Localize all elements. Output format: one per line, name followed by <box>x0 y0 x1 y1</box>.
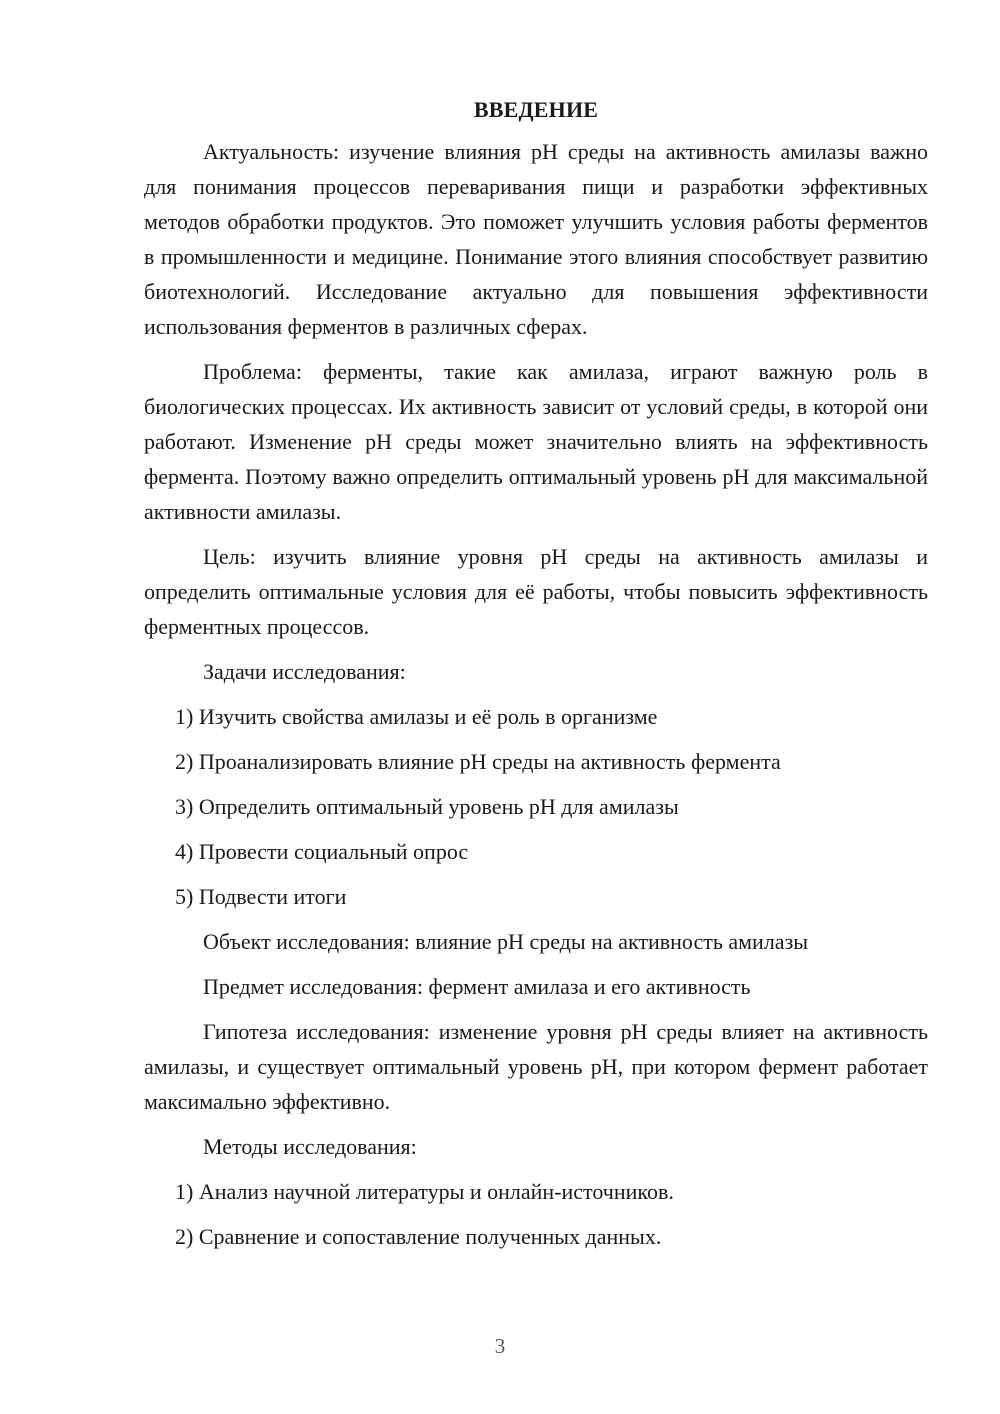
methods-label: Методы исследования: <box>203 1134 417 1159</box>
method-item: 1) Анализ научной литературы и онлайн-источников. <box>175 1179 674 1204</box>
page-number: 3 <box>494 1334 506 1358</box>
research-subject: Предмет исследования: фермент амилаза и его активность <box>203 974 751 999</box>
paragraph-problem: Проблема: ферменты, такие как амилаза, играют важную роль в биологических процессах. Их активность зависит от условий среды, в которой они работают. Изменение pH среды может значительно влиять на эффективность фермента. Поэтому важно определить оптимальный уровень pH для максимальной активности амилазы. <box>144 359 928 524</box>
method-item: 2) Сравнение и сопоставление полученных данных. <box>175 1224 662 1249</box>
paragraph-relevance: Актуальность: изучение влияния pH среды на активность амилазы важно для понимания процессов переваривания пищи и разработки эффективных методов обработки продуктов. Это поможет улучшить условия работы ферментов в промышленности и медицине. Понимание этого влияния способствует развитию биотехнологий. Исследование актуально для повышения эффективности использования ферментов в различных сферах. <box>144 139 928 339</box>
task-item: 3) Определить оптимальный уровень pH для амилазы <box>175 794 679 819</box>
task-item: 5) Подвести итоги <box>175 884 347 909</box>
task-item: 4) Провести социальный опрос <box>175 839 469 864</box>
task-item: 2) Проанализировать влияние pH среды на активность фермента <box>175 749 781 774</box>
paragraph-hypothesis: Гипотеза исследования: изменение уровня pH среды влияет на активность амилазы, и существует оптимальный уровень pH, при котором фермент работает максимально эффективно. <box>144 1019 928 1114</box>
task-item: 1) Изучить свойства амилазы и её роль в организме <box>175 704 658 729</box>
tasks-label: Задачи исследования: <box>203 659 406 684</box>
paragraph-goal: Цель: изучить влияние уровня pH среды на активность амилазы и определить оптимальные условия для её работы, чтобы повысить эффективность ферментных процессов. <box>144 544 928 639</box>
section-title: ВВЕДЕНИЕ <box>473 97 599 122</box>
research-object: Объект исследования: влияние pH среды на активность амилазы <box>203 929 809 954</box>
document-page <box>144 92 928 1264</box>
